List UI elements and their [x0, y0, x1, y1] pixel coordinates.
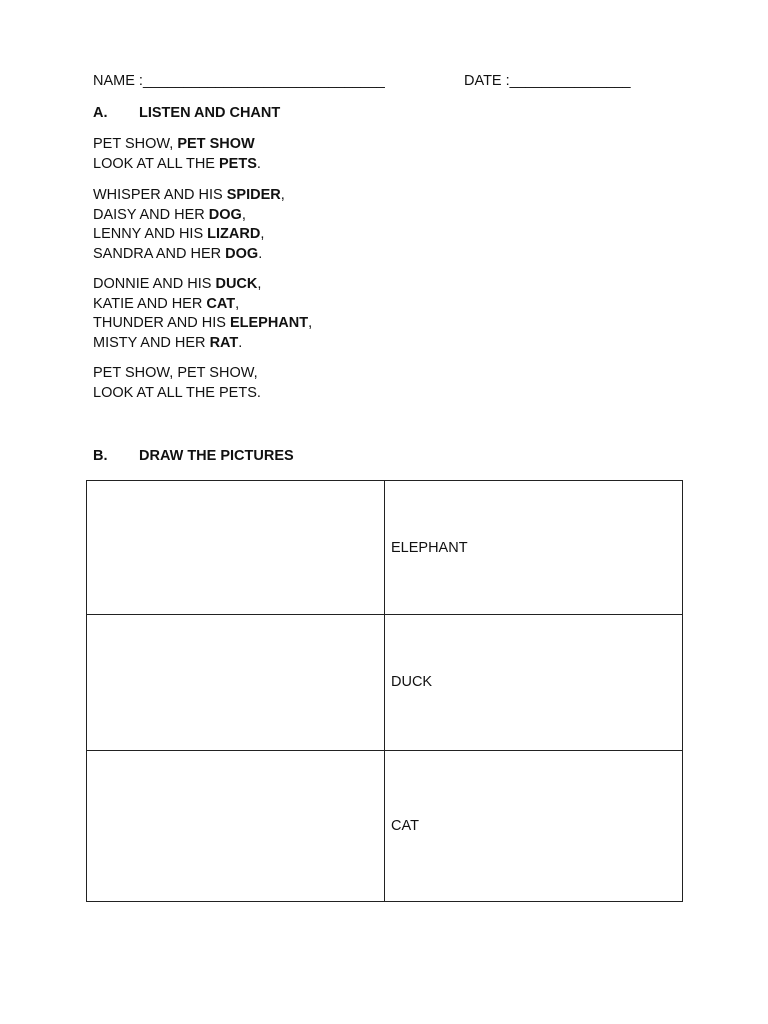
chant-line: DONNIE AND HIS DUCK, [93, 276, 262, 292]
chant-line: DAISY AND HER DOG, [93, 206, 246, 223]
chant-line: WHISPER AND HIS SPIDER, [93, 187, 285, 203]
drawing-box-elephant[interactable] [87, 481, 385, 615]
section-a-heading [93, 105, 280, 121]
chant-line: PET SHOW, PET SHOW, [93, 365, 258, 381]
chant-line: PET SHOW, PET SHOW [93, 136, 255, 152]
section-b-letter: B. [93, 448, 108, 464]
chant-line: THUNDER AND HIS ELEPHANT, [93, 315, 313, 331]
name-field[interactable]: NAME :______________________________ [93, 73, 385, 89]
table-row [87, 481, 683, 615]
chant-line: SANDRA AND HER DOG. [93, 245, 263, 262]
header-row [93, 73, 693, 93]
section-b-title: DRAW THE PICTURES [139, 448, 294, 464]
chant-stanza-3 [93, 275, 312, 353]
animal-label-cell [385, 615, 683, 750]
drawing-table [86, 480, 683, 902]
chant-line: MISTY AND HER RAT. [93, 334, 243, 351]
animal-label: ELEPHANT [391, 539, 468, 556]
animal-label: DUCK [391, 674, 433, 691]
chant-stanza-4 [93, 364, 261, 403]
section-a-letter: A. [93, 105, 108, 121]
drawing-box-cat[interactable] [87, 750, 385, 901]
section-b-heading [93, 448, 294, 464]
chant-stanza-1 [93, 135, 261, 174]
chant-line: LOOK AT ALL THE PETS. [93, 155, 261, 172]
animal-label: CAT [391, 817, 419, 834]
drawing-box-duck[interactable] [87, 615, 385, 750]
chant-line: LENNY AND HIS LIZARD, [93, 226, 265, 242]
table-row [87, 750, 683, 901]
table-row [87, 615, 683, 750]
date-field[interactable]: DATE :_______________ [464, 73, 631, 89]
chant-line: KATIE AND HER CAT, [93, 295, 240, 312]
animal-label-cell [385, 481, 683, 615]
animal-label-cell [385, 750, 683, 901]
chant-line: LOOK AT ALL THE PETS. [93, 384, 261, 401]
section-a-title: LISTEN AND CHANT [139, 105, 281, 121]
chant-stanza-2 [93, 186, 285, 264]
